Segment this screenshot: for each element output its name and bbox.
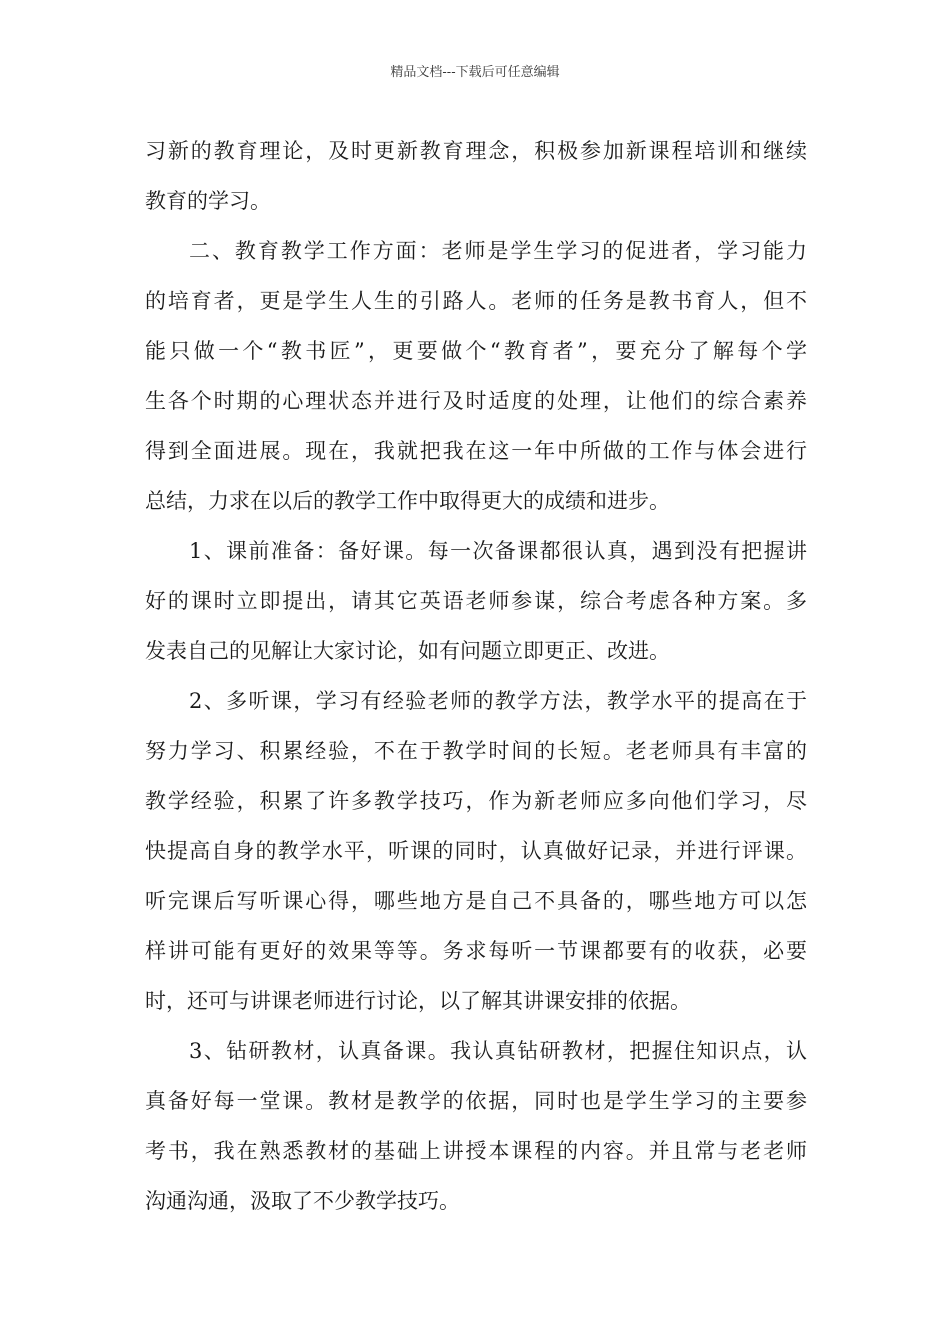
text-line: 二、教育教学工作方面：老师是学生学习的促进者，学习能力 [189,239,807,263]
text-line: 考书，我在熟悉教材的基础上讲授本课程的内容。并且常与老老师 [145,1139,807,1163]
text-line: 生各个时期的心理状态并进行及时适度的处理，让他们的综合素养 [145,389,807,413]
text-line: 真备好每一堂课。教材是教学的依据，同时也是学生学习的主要参 [145,1089,807,1113]
text-line: 总结，力求在以后的教学工作中取得更大的成绩和进步。 [145,489,670,513]
text-line: 好的课时立即提出，请其它英语老师参谋，综合考虑各种方案。多 [145,589,807,613]
text-line: 习新的教育理论，及时更新教育理念，积极参加新课程培训和继续 [145,139,807,163]
page-header: 精品文档---下载后可任意编辑 [390,65,560,80]
text-line: 发表自己的见解让大家讨论，如有问题立即更正、改进。 [145,639,670,663]
body-text [145,126,807,1226]
text-line: 教学经验，积累了许多教学技巧，作为新老师应多向他们学习，尽 [145,789,807,813]
text-line: 1、课前准备：备好课。每一次备课都很认真，遇到没有把握讲 [189,539,807,563]
text-line: 快提高自身的教学水平，听课的同时，认真做好记录，并进行评课。 [145,839,807,863]
text-line: 教育的学习。 [145,189,271,213]
text-line: 听完课后写听课心得，哪些地方是自己不具备的，哪些地方可以怎 [145,889,807,913]
text-line: 3、钻研教材，认真备课。我认真钻研教材，把握住知识点，认 [189,1039,807,1063]
text-line: 2、多听课，学习有经验老师的教学方法，教学水平的提高在于 [189,689,807,713]
text-line: 时，还可与讲课老师进行讨论，以了解其讲课安排的依据。 [145,989,691,1013]
text-line: 努力学习、积累经验，不在于教学时间的长短。老老师具有丰富的 [145,739,807,763]
text-line: 得到全面进展。现在，我就把我在这一年中所做的工作与体会进行 [145,439,807,463]
text-line: 的培育者，更是学生人生的引路人。老师的任务是教书育人，但不 [145,289,807,313]
text-line: 样讲可能有更好的效果等等。务求每听一节课都要有的收获，必要 [145,939,807,963]
text-line: 能只做一个“教书匠”，更要做个“教育者”，要充分了解每个学 [145,339,807,363]
text-line: 沟通沟通，汲取了不少教学技巧。 [145,1189,460,1213]
